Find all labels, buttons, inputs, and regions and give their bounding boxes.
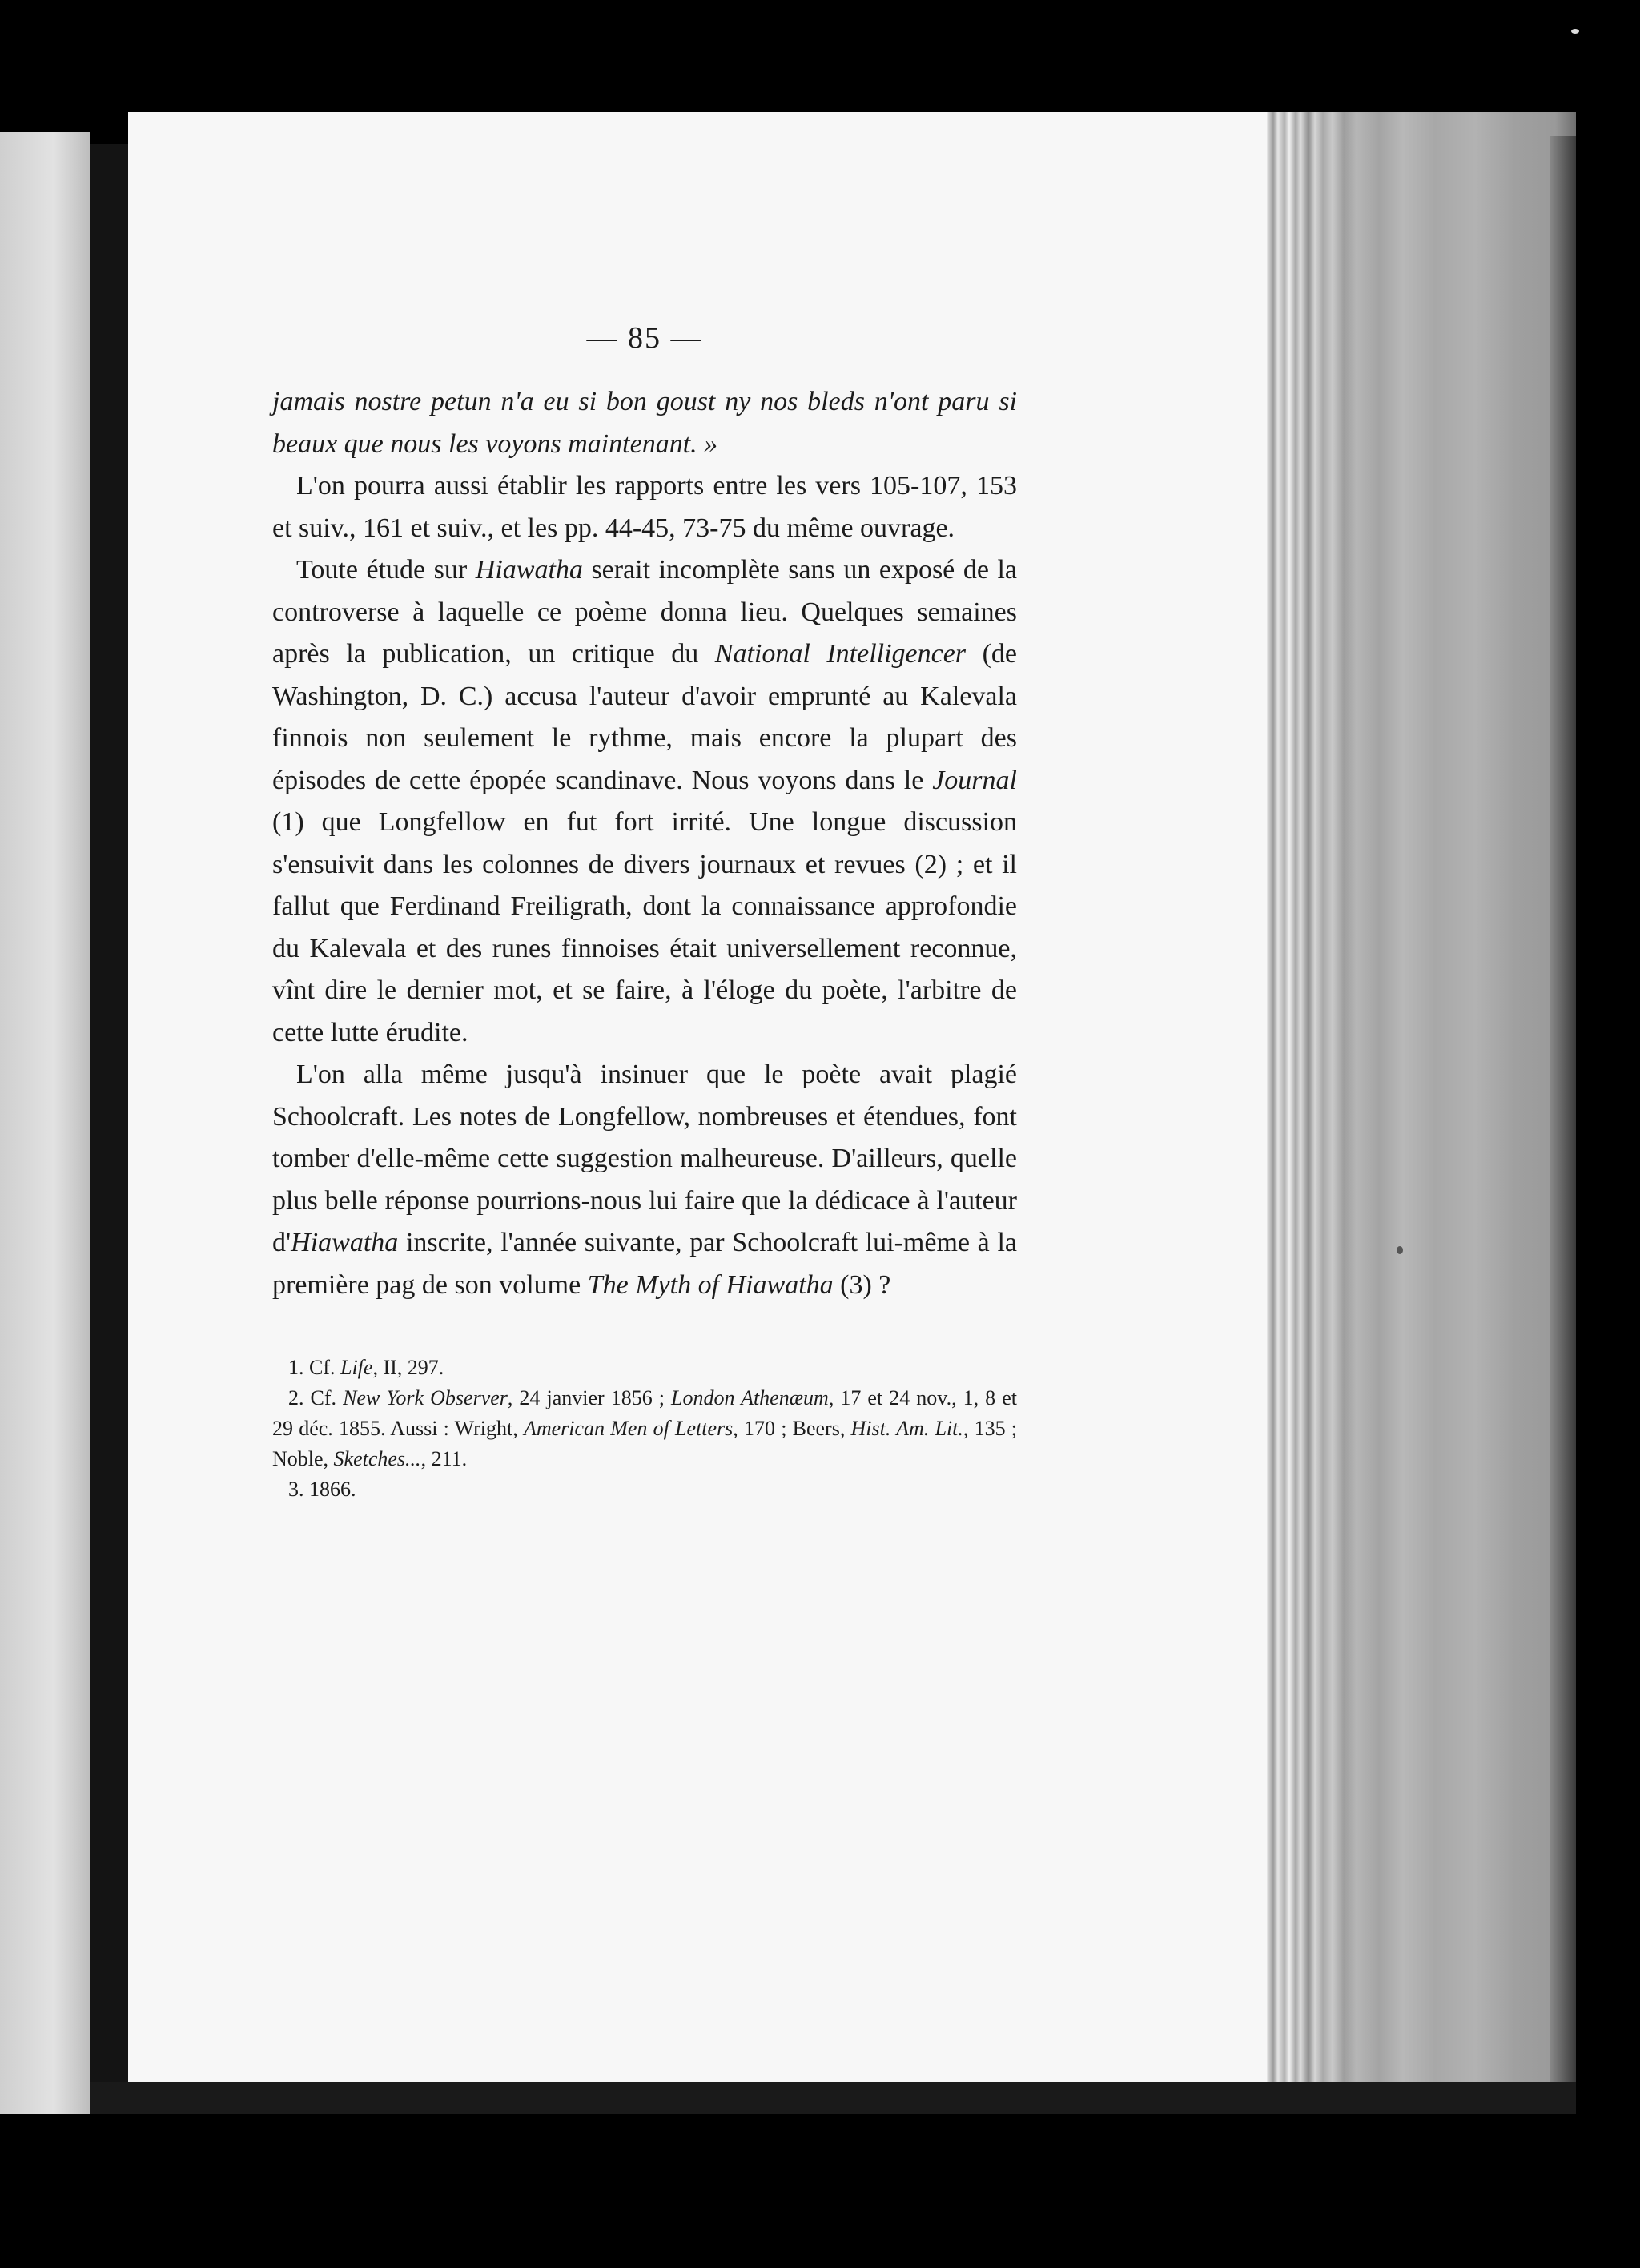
paragraph-controverse [272,549,1017,1054]
bottom-shadow [90,2082,1576,2114]
text-run: inscrite, l'année suivante, par Schoolcraft lui-même à la première pag de son volume [272,1228,1017,1300]
text-run: 2. Cf. [288,1386,344,1409]
italic-title: Journal [932,765,1017,795]
text-run: , 211. [420,1447,468,1470]
italic-title: New York Observer [343,1386,508,1409]
italic-title: American Men of Letters [523,1417,734,1440]
dust-speck [1397,1246,1403,1254]
text-run: Toute étude sur [296,555,476,585]
footnote-3: 3. 1866. [288,1478,356,1501]
italic-title: National Intelligencer [714,639,967,669]
paragraph-schoolcraft [272,1054,1017,1306]
italic-title: Life [340,1356,373,1379]
text-run: (3) ? [833,1269,891,1300]
text-run: 1. Cf. [288,1356,340,1379]
italic-title: Hist. Am. Lit. [850,1417,963,1440]
page-number: — 85 — [586,321,703,355]
text-run: L'on alla même jusqu'à insinuer que le poète avait plagié Schoolcraft. Les notes de Longfellow, nombreuses et étendues, font tomber d'elle-même cette suggestion malheureuse. D'ailleurs, quelle plus belle réponse pourrions-nous lui faire que la dédicace à l'auteur d' [272,1060,1017,1257]
footnotes [272,1353,1017,1505]
paragraph-rapports: L'on pourra aussi établir les rapports entre les vers 105-107, 153 et suiv., 161 et suiv., et les pp. 44-45, 73-75 du même ouvrage. [272,471,1017,543]
page-edges-stack [1267,112,1576,2090]
italic-title: London Athenæum [671,1386,829,1409]
footnote-2 [272,1383,1017,1474]
italic-title: Hiawatha [475,555,583,585]
text-run: , II, 297. [372,1356,444,1379]
text-run: , 170 ; Beers, [733,1417,851,1440]
book-gutter [90,144,128,2114]
dust-speck [1571,29,1579,34]
footnote-1 [272,1353,1017,1383]
left-page-edge [0,132,90,2114]
text-run: (de Washington, D. C.) accusa l'auteur d'avoir emprunté au Kalevala finnois non seulement le rythme, mais encore la plupart des épisodes de cette épopée scandinave. Nous voyons dans le [272,639,1017,795]
text-run: (1) que Longfellow en fut fort irrité. Une longue discussion s'ensuivit dans les colonnes de divers journaux et revues (2) ; et il fallut que Ferdinand Freiligrath, dont la connaissance approfondie du Kalevala et des runes finnoises était universellement reconnue, vînt dire le dernier mot, et se faire, à l'éloge du poète, l'arbitre de cette lutte érudite. [272,807,1017,1048]
italic-title: Sketches... [333,1447,421,1470]
book-cover-edge [1550,136,1576,2090]
quote-paragraph: jamais nostre petun n'a eu si bon goust ny nos bleds n'ont paru si beaux que nous les voyons maintenant. » [272,387,1017,459]
text-run: , 17 et 24 nov., 1, 8 et 29 déc. 1855. Aussi : Wright, [272,1386,1017,1440]
text-run: , 24 janvier 1856 ; [507,1386,672,1409]
italic-title: Hiawatha [291,1228,399,1257]
text-run: serait incomplète sans un exposé de la controverse à laquelle ce poème donna lieu. Quelques semaines après la publication, un critique du [272,555,1017,669]
text-run: , 135 ; Noble, [272,1417,1018,1470]
italic-title: The Myth of Hiawatha [587,1269,834,1300]
page-content [272,320,1017,1505]
